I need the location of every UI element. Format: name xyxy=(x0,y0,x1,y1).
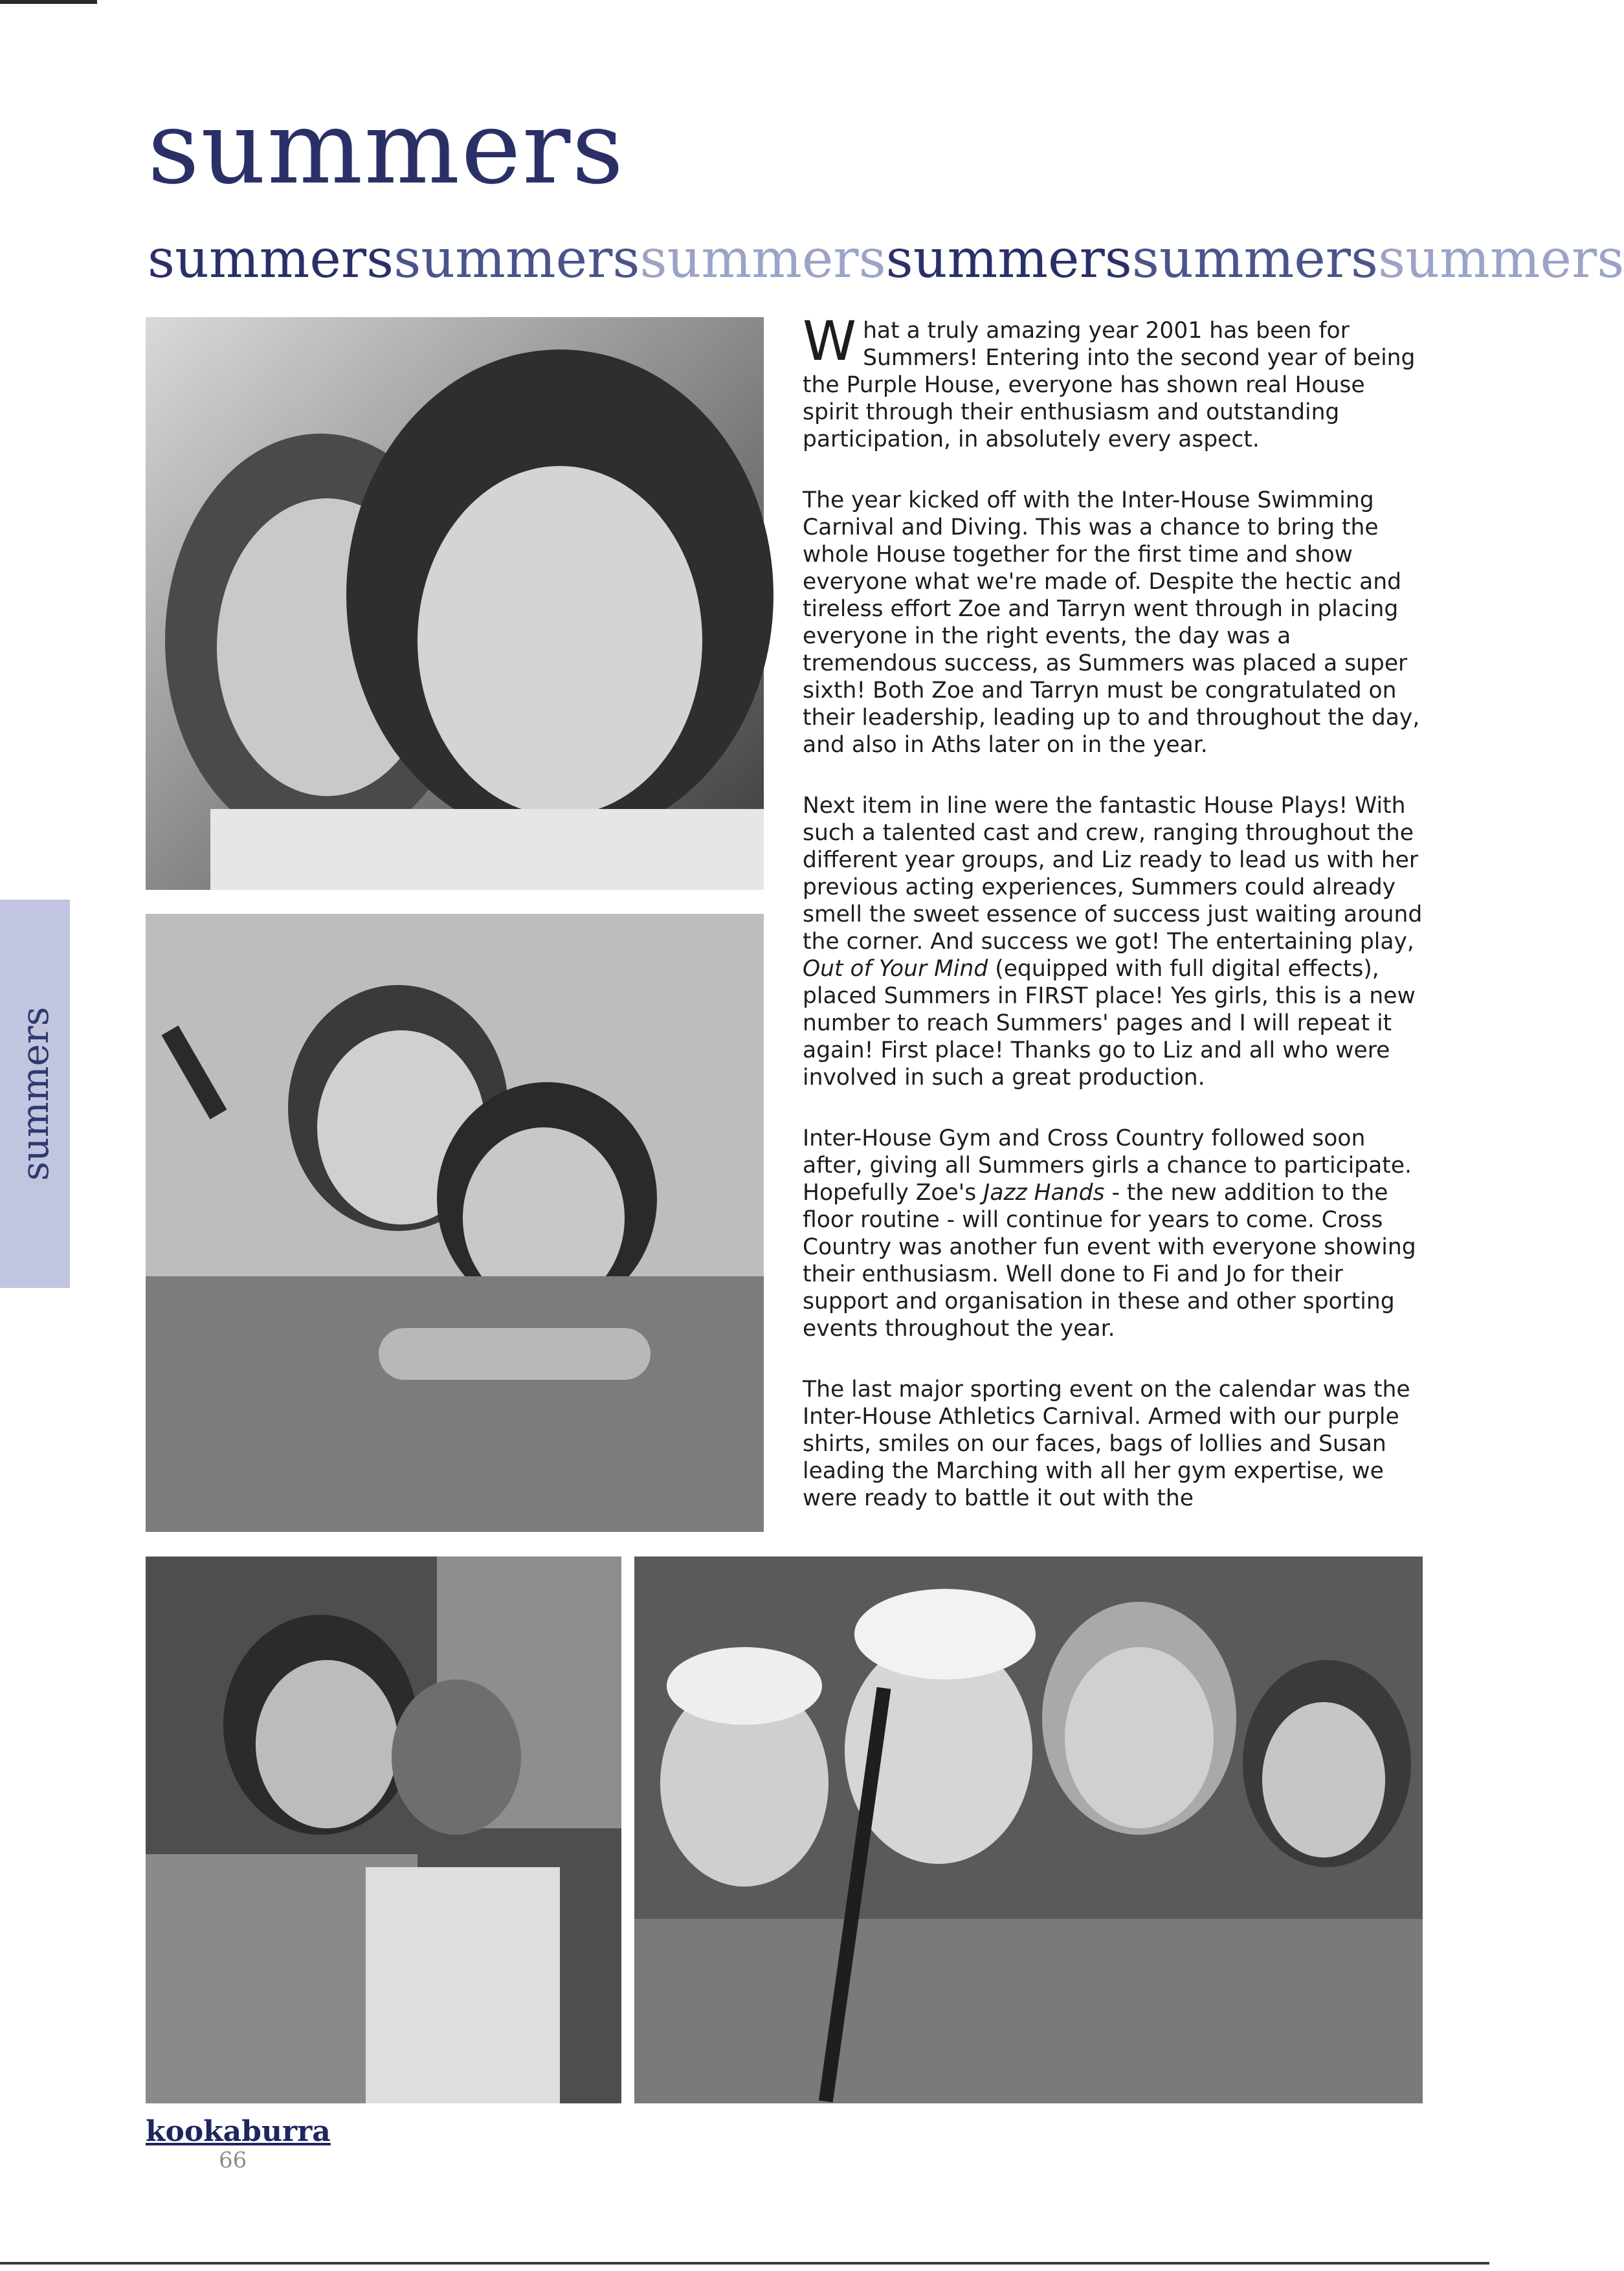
article-paragraph: Next item in line were the fantastic House Plays! With such a talented cast and crew, ranging throughout the different year groups, and Liz ready to lead us with her previous acting experiences, Summers could already smell the sweet essence of success just waiting around the corner. And success we got! The entertaining play, Out of Your Mind (equipped with full digital effects), placed Summers in FIRST place! Yes girls, this is a new number to reach Summers' pages and I will repeat it again! First place! Thanks go to Liz and all who were involved in such a great production. xyxy=(803,793,1423,1091)
title-echo-row xyxy=(148,228,1624,304)
title-echo-word: summers xyxy=(1378,228,1624,290)
bottom-edge-line xyxy=(0,2262,1489,2265)
photo-women-clapping xyxy=(146,1556,621,2103)
title-echo-word: summers xyxy=(148,228,394,290)
page-number: 66 xyxy=(219,2147,247,2173)
top-edge-line xyxy=(0,0,97,4)
photo-group-of-four xyxy=(634,1556,1423,2103)
article-paragraph: The last major sporting event on the calendar was the Inter-House Athletics Carnival. Armed with our purple shirts, smiles on our faces, bags of lollies and Susan leading the Marching with all her gym expertise, we were ready to battle it out with the xyxy=(803,1377,1410,1511)
article-body xyxy=(803,309,1424,1534)
title-echo-word: summers xyxy=(1131,228,1379,290)
side-tab xyxy=(0,900,70,1288)
photo-two-girls-closeup xyxy=(146,317,764,890)
title-echo-word: summers xyxy=(394,228,640,290)
article-paragraph: Inter-House Gym and Cross Country followed soon after, giving all Summers girls a chance to participate. Hopefully Zoe's Jazz Hands - the new addition to the floor routine - will continue for years to come. Cross Country was another fun event with everyone showing their enthusiasm. Well done to Fi and Jo for their support and organisation in these and other sporting events throughout the year. xyxy=(803,1125,1416,1342)
page-title: summers xyxy=(148,89,625,206)
drop-cap: W xyxy=(803,309,857,373)
article-paragraph: The year kicked off with the Inter-House Swimming Carnival and Diving. This was a chance to bring the whole House together for the first time and show everyone what we're made of. Despite the hectic and tireless effort Zoe and Tarryn went through in placing everyone in the right events, the day was a tremendous success, as Summers was placed a super sixth! Both Zoe and Tarryn must be congratulated on their leadership, leading up to and throughout the day, and also in Aths later on in the year. xyxy=(803,487,1420,758)
play-title: Out of Your Mind xyxy=(803,956,988,982)
photo-two-girls-hugging xyxy=(146,914,764,1532)
article-paragraph: What a truly amazing year 2001 has been for Summers! Entering into the second year of being the Purple House, everyone has shown real House spirit through their enthusiasm and outstanding participation, in absolutely every aspect. xyxy=(803,309,1416,452)
title-echo-word: summers xyxy=(885,228,1132,290)
title-echo-word: summers xyxy=(640,228,886,290)
publication-name: kookaburra xyxy=(146,2115,331,2148)
side-tab-label: summers xyxy=(13,1006,57,1181)
routine-title: Jazz Hands xyxy=(983,1180,1105,1206)
